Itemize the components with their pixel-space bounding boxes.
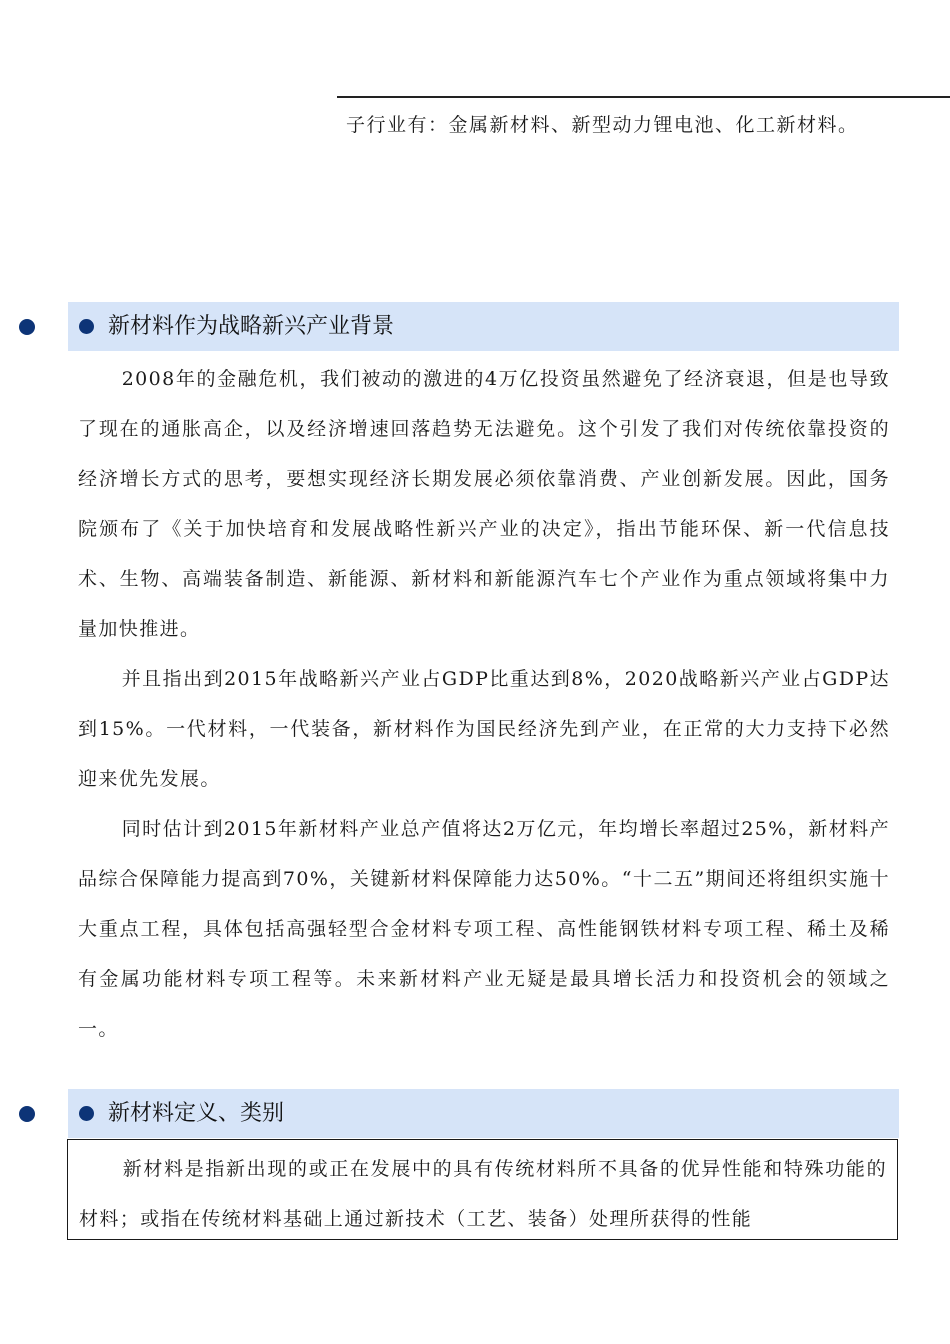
section-title: 新材料作为战略新兴产业背景: [108, 314, 395, 339]
section-heading-bar: [68, 1089, 899, 1138]
paragraph: 并且指出到2015年战略新兴产业占GDP比重达到8%，2020战略新兴产业占GDP达到15%。一代材料，一代装备，新材料作为国民经济先到产业，在正常的大力支持下必然迎来优先发展。: [78, 668, 890, 790]
section-title: 新材料定义、类别: [108, 1101, 285, 1126]
header-subtitle: 子行业有：金属新材料、新型动力锂电池、化工新材料。: [346, 114, 859, 136]
bullet-icon: [79, 1106, 94, 1121]
bullet-icon: [19, 1106, 35, 1122]
paragraph: 同时估计到2015年新材料产业总产值将达2万亿元，年均增长率超过25%，新材料产品综合保障能力提高到70%，关键新材料保障能力达50%。“十二五”期间还将组织实施十大重点工程，具体包括高强轻型合金材料专项工程、高性能钢铁材料专项工程、稀土及稀有金属功能材料专项工程等。未来新材料产业无疑是最具增长活力和投资机会的领域之一。: [78, 818, 890, 1040]
section-heading-bar: [68, 302, 899, 351]
paragraph: 新材料是指新出现的或正在发展中的具有传统材料所不具备的优异性能和特殊功能的材料；或指在传统材料基础上通过新技术（工艺、装备）处理所获得的性能: [79, 1158, 887, 1230]
header-rule: [337, 96, 950, 98]
bullet-icon: [79, 319, 94, 334]
bullet-icon: [19, 319, 35, 335]
paragraph: 2008年的金融危机，我们被动的激进的4万亿投资虽然避免了经济衰退，但是也导致了现在的通胀高企，以及经济增速回落趋势无法避免。这个引发了我们对传统依靠投资的经济增长方式的思考，要想实现经济长期发展必须依靠消费、产业创新发展。因此，国务院颁布了《关于加快培育和发展战略性新兴产业的决定》，指出节能环保、新一代信息技术、生物、高端装备制造、新能源、新材料和新能源汽车七个产业作为重点领域将集中力量加快推进。: [78, 368, 890, 640]
definition-box: [67, 1139, 898, 1240]
section-body: [78, 354, 890, 1054]
